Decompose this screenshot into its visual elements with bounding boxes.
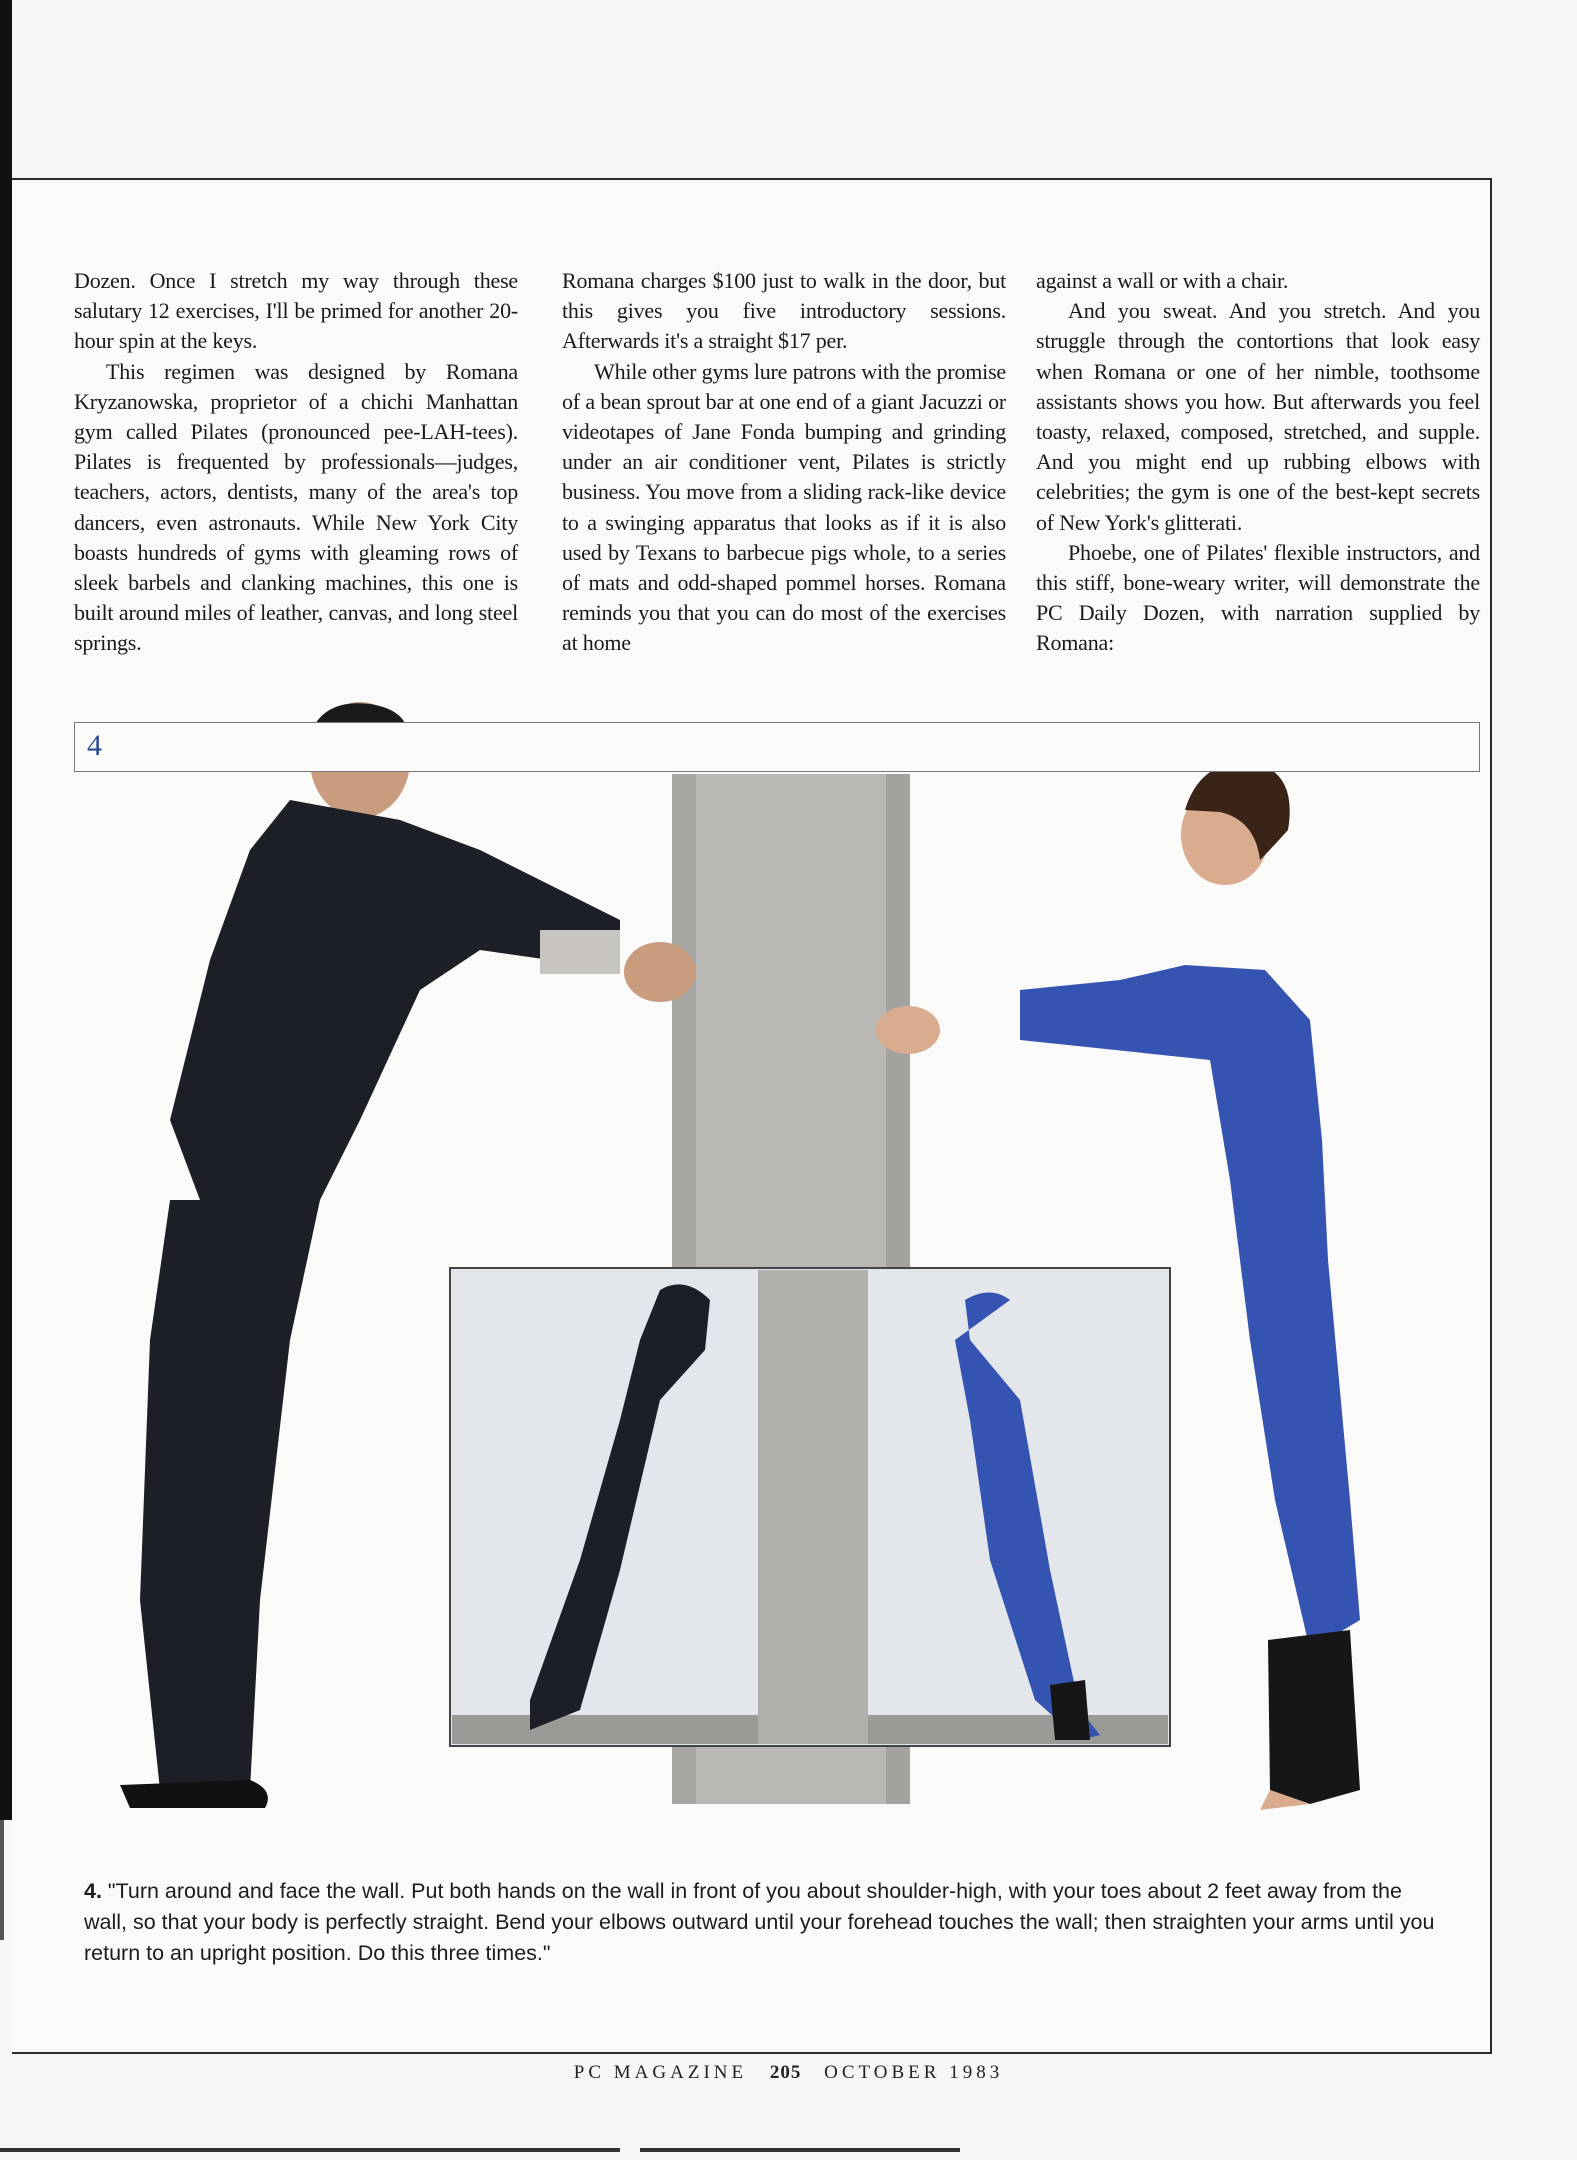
col3-paragraph-1: against a wall or with a chair. xyxy=(1036,268,1289,293)
footer-date: OCTOBER 1983 xyxy=(824,2062,1004,2083)
bottom-rule-1 xyxy=(0,2148,620,2152)
bottom-rule-2 xyxy=(640,2148,960,2152)
col2-paragraph-2: While other gyms lure patrons with the promise of a bean sprout bar at one end of a giant Jacuzzi or videotapes of Jane Fonda bumping and grinding under an air conditioner vent, Pilates is strictly business. You move from a sliding rack-like device to a swinging apparatus that looks as if it is also used by Texans to barbecue pigs whole, to a series of mats and odd-shaped pommel horses. Romana reminds you that you can do most of the exercises at home xyxy=(562,358,1006,656)
caption-text: "Turn around and face the wall. Put both hands on the wall in front of you about shoulder-high, with your toes about 2 feet away from the wall, so that your body is perfectly straight. Bend your elbows outward until your forehead touches the wall; then straighten your arms until you return to an upright position. Do this three times." xyxy=(84,1879,1435,1965)
figure-caption xyxy=(84,1876,1444,1969)
page-left-edge-lower xyxy=(0,1820,4,1940)
col1-paragraph-1: Dozen. Once I stretch my way through these salutary 12 exercises, I'll be primed for another 20-hour spin at the keys. xyxy=(74,268,518,354)
page-left-edge xyxy=(0,0,12,1820)
exercise-photo xyxy=(60,700,1490,1830)
article-column-2 xyxy=(562,266,1006,659)
figure-number: 4 xyxy=(87,729,102,762)
col3-paragraph-3: Phoebe, one of Pilates' flexible instructors, and this stiff, bone-weary writer, will demonstrate the PC Daily Dozen, with narration supplied by Romana: xyxy=(1036,539,1480,656)
footer-magazine: PC MAGAZINE xyxy=(573,2062,748,2083)
article-column-3 xyxy=(1036,266,1480,659)
footer-page-number: 205 xyxy=(769,2062,802,2083)
col2-paragraph-1: Romana charges $100 just to walk in the door, but this gives you five introductory sessions. Afterwards it's a straight $17 per. xyxy=(562,268,1006,354)
figure-number-bar xyxy=(74,722,1480,772)
article-column-1 xyxy=(74,266,518,659)
caption-number: 4. xyxy=(84,1879,102,1903)
col1-paragraph-2: This regimen was designed by Romana Kryzanowska, proprietor of a chichi Manhattan gym called Pilates (pronounced pee-LAH-tees). Pilates is frequented by professionals—judges, teachers, actors, dentists, many of the area's top dancers, even astronauts. While New York City boasts hundreds of gyms with gleaming rows of sleek barbels and clanking machines, this one is built around miles of leather, canvas, and long steel springs. xyxy=(74,358,518,656)
page-footer xyxy=(0,2062,1577,2084)
col3-paragraph-2: And you sweat. And you stretch. And you struggle through the contortions that look easy when Romana or one of her nimble, toothsome assistants shows you how. But afterwards you feel toasty, relaxed, composed, stretched, and supple. And you might end up rubbing elbows with celebrities; the gym is one of the best-kept secrets of New York's glitterati. xyxy=(1036,298,1480,535)
inset-photo xyxy=(450,1268,1170,1746)
